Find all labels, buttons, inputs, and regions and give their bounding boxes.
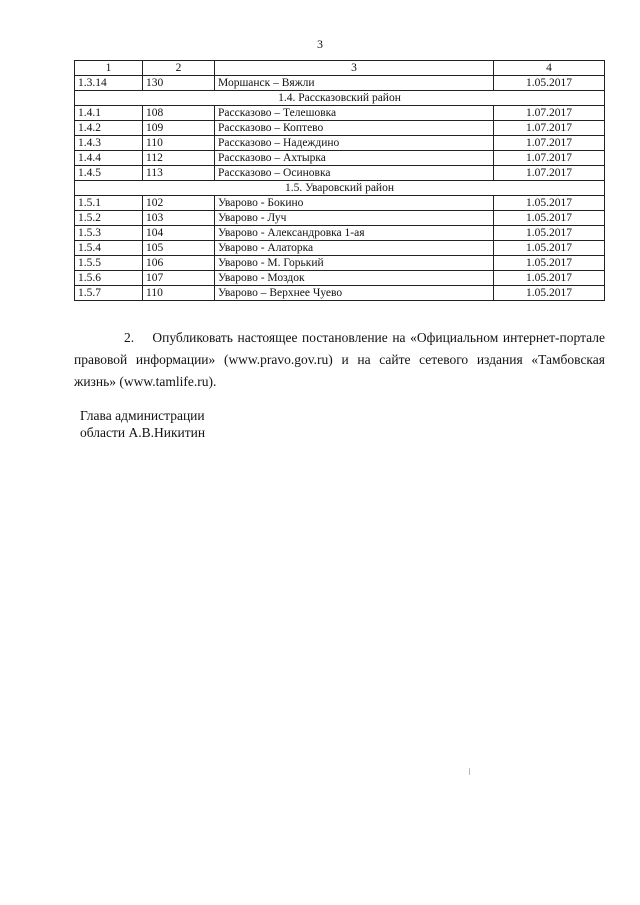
table-row xyxy=(75,196,605,211)
route-code: 112 xyxy=(143,151,215,166)
column-header-3: 3 xyxy=(215,61,494,76)
table-row xyxy=(75,166,605,181)
table-row xyxy=(75,121,605,136)
route-code: 106 xyxy=(143,256,215,271)
start-date: 1.07.2017 xyxy=(494,121,605,136)
route-code: 102 xyxy=(143,196,215,211)
start-date: 1.05.2017 xyxy=(494,226,605,241)
start-date: 1.05.2017 xyxy=(494,241,605,256)
district-heading-row xyxy=(75,181,605,196)
row-number: 1.5.4 xyxy=(75,241,143,256)
row-number: 1.5.5 xyxy=(75,256,143,271)
row-number: 1.5.2 xyxy=(75,211,143,226)
route-name: Рассказово – Ахтырка xyxy=(215,151,494,166)
routes-table-body xyxy=(75,61,605,301)
scan-mark xyxy=(469,768,470,775)
route-code: 108 xyxy=(143,106,215,121)
row-number: 1.4.5 xyxy=(75,166,143,181)
start-date: 1.05.2017 xyxy=(494,76,605,91)
column-header-4: 4 xyxy=(494,61,605,76)
row-number: 1.4.1 xyxy=(75,106,143,121)
route-code: 110 xyxy=(143,286,215,301)
district-heading: 1.4. Рассказовский район xyxy=(75,91,605,106)
table-row xyxy=(75,256,605,271)
district-heading: 1.5. Уваровский район xyxy=(75,181,605,196)
column-header-2: 2 xyxy=(143,61,215,76)
route-code: 105 xyxy=(143,241,215,256)
table-row xyxy=(75,211,605,226)
row-number: 1.5.3 xyxy=(75,226,143,241)
route-name: Рассказово – Осиновка xyxy=(215,166,494,181)
row-number: 1.5.1 xyxy=(75,196,143,211)
row-number: 1.4.3 xyxy=(75,136,143,151)
table-row xyxy=(75,271,605,286)
route-name: Уварово – Верхнее Чуево xyxy=(215,286,494,301)
route-name: Уварово - Моздок xyxy=(215,271,494,286)
route-name: Рассказово – Телешовка xyxy=(215,106,494,121)
route-code: 113 xyxy=(143,166,215,181)
column-header-1: 1 xyxy=(75,61,143,76)
route-name: Моршанск – Вяжли xyxy=(215,76,494,91)
signature-title: Глава администрации xyxy=(80,408,205,423)
start-date: 1.07.2017 xyxy=(494,166,605,181)
row-number: 1.3.14 xyxy=(75,76,143,91)
route-name: Рассказово – Надеждино xyxy=(215,136,494,151)
signature-name: области А.В.Никитин xyxy=(80,425,206,440)
start-date: 1.07.2017 xyxy=(494,151,605,166)
routes-table xyxy=(74,60,605,301)
publication-paragraph: 2. Опубликовать настоящее постановление на «Официальном интернет-портале правовой информации» (www.pravo.gov.ru) и на сайте сетевого издания «Тамбовская жизнь» (www.tamlife.ru). xyxy=(74,330,605,389)
page-number: 3 xyxy=(317,37,323,51)
row-number: 1.4.2 xyxy=(75,121,143,136)
table-row xyxy=(75,241,605,256)
route-name: Рассказово – Коптево xyxy=(215,121,494,136)
route-name: Уварово - М. Горький xyxy=(215,256,494,271)
route-code: 130 xyxy=(143,76,215,91)
route-name: Уварово - Алаторка xyxy=(215,241,494,256)
route-name: Уварово - Луч xyxy=(215,211,494,226)
row-number: 1.5.7 xyxy=(75,286,143,301)
route-code: 110 xyxy=(143,136,215,151)
route-code: 104 xyxy=(143,226,215,241)
signature-block xyxy=(80,407,205,441)
start-date: 1.05.2017 xyxy=(494,286,605,301)
route-name: Уварово - Бокино xyxy=(215,196,494,211)
route-code: 109 xyxy=(143,121,215,136)
table-row xyxy=(75,151,605,166)
start-date: 1.05.2017 xyxy=(494,271,605,286)
table-row xyxy=(75,106,605,121)
start-date: 1.07.2017 xyxy=(494,106,605,121)
route-code: 107 xyxy=(143,271,215,286)
table-row xyxy=(75,286,605,301)
district-heading-row xyxy=(75,91,605,106)
start-date: 1.05.2017 xyxy=(494,256,605,271)
start-date: 1.07.2017 xyxy=(494,136,605,151)
row-number: 1.4.4 xyxy=(75,151,143,166)
row-number: 1.5.6 xyxy=(75,271,143,286)
route-name: Уварово - Александровка 1-ая xyxy=(215,226,494,241)
table-header-row xyxy=(75,61,605,76)
route-code: 103 xyxy=(143,211,215,226)
table-row xyxy=(75,136,605,151)
table-row xyxy=(75,226,605,241)
start-date: 1.05.2017 xyxy=(494,196,605,211)
start-date: 1.05.2017 xyxy=(494,211,605,226)
table-row xyxy=(75,76,605,91)
